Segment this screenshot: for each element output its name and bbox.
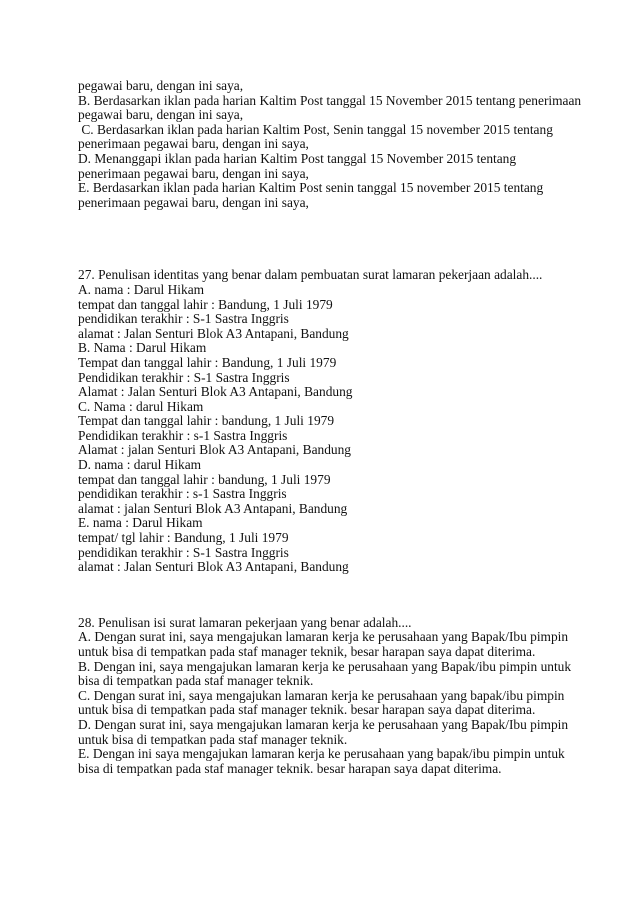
text-line: D. Dengan surat ini, saya mengajukan lamaran kerja ke perusahaan yang Bapak/Ibu pimpin — [78, 716, 569, 732]
text-line: pegawai baru, dengan ini saya, — [78, 78, 244, 93]
text-line: pendidikan terakhir : S-1 Sastra Inggris — [78, 544, 289, 560]
text-line: Alamat : Jalan Senturi Blok A3 Antapani, Bandung — [78, 384, 353, 400]
document-page — [78, 78, 582, 776]
text-line: C. Dengan surat ini, saya mengajukan lamaran kerja ke perusahaan yang bapak/ibu pimpin — [78, 687, 565, 703]
text-line: untuk bisa di tempatkan pada staf manager teknik, besar harapan saya dapat diterima. — [78, 644, 536, 659]
text-line: D. nama : darul Hikam — [78, 457, 202, 473]
text-line: alamat : Jalan Senturi Blok A3 Antapani, Bandung — [78, 559, 349, 575]
text-line: Alamat : jalan Senturi Blok A3 Antapani, Bandung — [78, 442, 351, 458]
question-27 — [78, 268, 578, 574]
question-27-stem: 27. Penulisan identitas yang benar dalam pembuatan surat lamaran pekerjaan adalah.... — [78, 267, 543, 283]
text-line: Tempat dan tanggal lahir : bandung, 1 Juli 1979 — [78, 413, 335, 429]
text-line: B. Berdasarkan iklan pada harian Kaltim Post tanggal 15 November 2015 tentang penerimaan — [78, 92, 582, 108]
text-line: tempat dan tanggal lahir : bandung, 1 Juli 1979 — [78, 471, 331, 487]
text-line: pendidikan terakhir : S-1 Sastra Inggris — [78, 311, 289, 327]
text-line: pegawai baru, dengan ini saya, — [78, 107, 244, 123]
question-26-options — [78, 78, 582, 210]
text-line: bisa di tempatkan pada staf manager teknik. besar harapan saya dapat diterima. — [78, 760, 502, 776]
text-line: B. Nama : Darul Hikam — [78, 340, 207, 356]
text-line: A. nama : Darul Hikam — [78, 281, 205, 297]
text-line: C. Berdasarkan iklan pada harian Kaltim Post, Senin tanggal 15 november 2015 tentang — [78, 121, 553, 137]
text-line: Pendidikan terakhir : S-1 Sastra Inggris — [78, 369, 290, 385]
text-line: E. Berdasarkan iklan pada harian Kaltim Post senin tanggal 15 november 2015 tentang — [78, 180, 544, 196]
text-line: Tempat dan tanggal lahir : Bandung, 1 Juli 1979 — [78, 354, 337, 370]
text-line: B. Dengan ini, saya mengajukan lamaran kerja ke perusahaan yang Bapak/ibu pimpin untuk — [78, 658, 572, 674]
section-spacer — [78, 210, 578, 268]
question-28 — [78, 616, 578, 777]
text-line: bisa di tempatkan pada staf manager teknik. — [78, 673, 314, 689]
text-line: E. nama : Darul Hikam — [78, 515, 203, 531]
text-line: C. Nama : darul Hikam — [78, 398, 204, 414]
text-line: untuk bisa di tempatkan pada staf manager teknik. besar harapan saya dapat diterima. — [78, 702, 536, 718]
text-line: E. Dengan ini saya mengajukan lamaran kerja ke perusahaan yang bapak/ibu pimpin untuk — [78, 746, 565, 762]
text-line: untuk bisa di tempatkan pada staf manager teknik. — [78, 731, 348, 747]
text-line: pendidikan terakhir : s-1 Sastra Inggris — [78, 486, 287, 502]
text-line: alamat : Jalan Senturi Blok A3 Antapani, Bandung — [78, 325, 349, 341]
text-line: penerimaan pegawai baru, dengan ini saya, — [78, 194, 309, 210]
text-line: penerimaan pegawai baru, dengan ini saya, — [78, 165, 309, 181]
text-line: tempat dan tanggal lahir : Bandung, 1 Juli 1979 — [78, 296, 333, 312]
text-line: Pendidikan terakhir : s-1 Sastra Inggris — [78, 427, 288, 443]
text-line: alamat : jalan Senturi Blok A3 Antapani, Bandung — [78, 500, 348, 516]
question-28-stem: 28. Penulisan isi surat lamaran pekerjaan yang benar adalah.... — [78, 614, 412, 630]
text-line: tempat/ tgl lahir : Bandung, 1 Juli 1979 — [78, 530, 289, 546]
text-line: D. Menanggapi iklan pada harian Kaltim Post tanggal 15 November 2015 tentang — [78, 150, 517, 166]
text-line: penerimaan pegawai baru, dengan ini saya, — [78, 136, 309, 152]
text-line: A. Dengan surat ini, saya mengajukan lamaran kerja ke perusahaan yang Bapak/Ibu pimpin — [78, 629, 569, 645]
section-spacer — [78, 575, 578, 616]
